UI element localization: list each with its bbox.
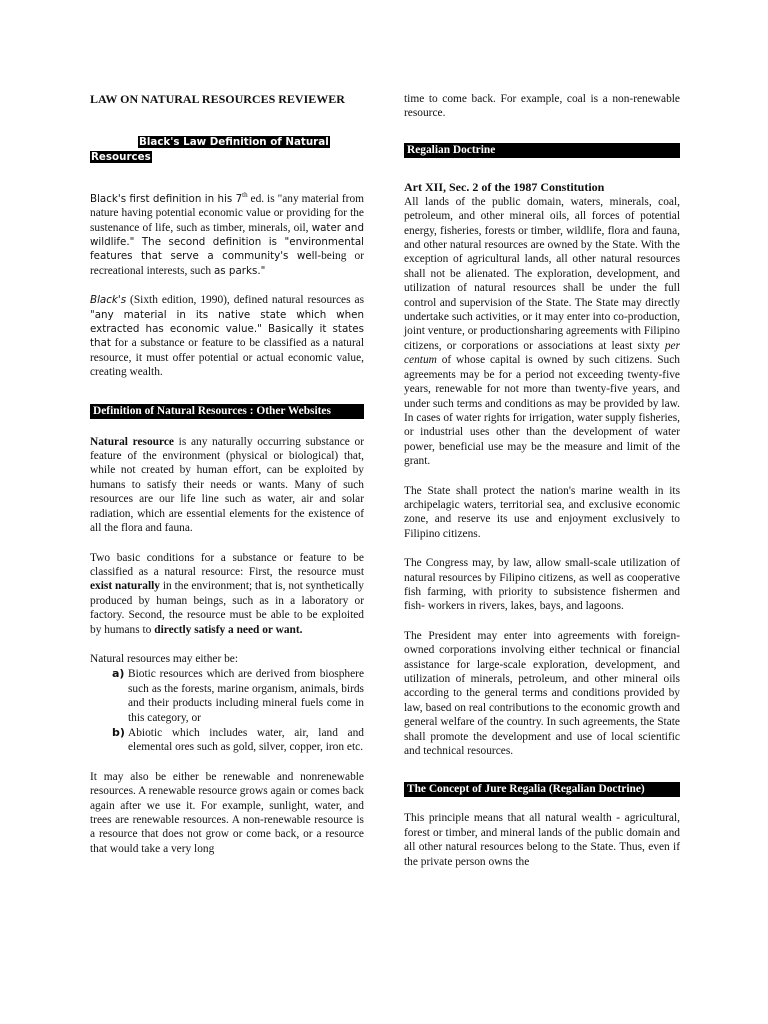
marine-wealth-paragraph: The State shall protect the nation's marine wealth in its archipelagic waters, territorial sea, and exclusive economic zone, and reserve its use and enjoyment exclusively to Filipino citizens.: [404, 484, 680, 540]
president-paragraph: The President may enter into agreements with foreign-owned corporations involving either technical or financial assistance for large-scale exploration, development, and utilization of minerals, petroleum, and other mineral oils according to the general terms and conditions provided by law, based on real contributions to the economic growth and general welfare of the country. In such agreements, the State shall promote the development and use of local scientific and technical resources.: [404, 629, 680, 758]
left-column: [90, 92, 364, 856]
resource-type-list: [90, 667, 364, 754]
blacks-heading-line2: Resources: [91, 151, 151, 163]
right-column: [404, 92, 680, 869]
natural-resource-definition: Natural resource is any naturally occurring substance or feature of the environment (physical or biological) that, while not created by human effort, can be exploited by humans to satisfy their needs or wants. Many of such resources are our life line such as water, air and solar radiation, which are essential elements for the existence of all the flora and fauna.: [90, 435, 364, 535]
document-title: LAW ON NATURAL RESOURCES REVIEWER: [90, 92, 345, 106]
basic-conditions: Two basic conditions for a substance or feature to be classified as a natural resource: First, the resource must exist naturally in the environment; that is, not synthetically produced by human beings, such as in a laboratory or factory. Second, the resource must be able to be exploited by humans to directly satisfy a need or want.: [90, 551, 364, 636]
continued-paragraph: time to come back. For example, coal is a non-renewable resource.: [404, 93, 680, 120]
list-item: b) Abiotic which includes water, air, land and elemental ores such as gold, silver, copper, iron etc.: [112, 725, 364, 754]
article-heading: Art XII, Sec. 2 of the 1987 Constitution: [404, 179, 605, 194]
blacks-heading-line1: Black's Law Definition of Natural: [139, 136, 329, 148]
renewable-paragraph: It may also be either be renewable and nonrenewable resources. A renewable resource grows again or comes back again after we use it. For example, sunlight, water, and trees are renewable resources. A non-renewable resource is a resource that does not grow or come back, or a resource that would take a very long: [90, 770, 364, 855]
regalian-heading: Regalian Doctrine: [404, 143, 680, 158]
blacks-sixth-edition: Black's (Sixth edition, 1990), defined natural resources as "any material in its native state which when extracted has economic value." Basically it states that for a substance or feature to be classified as a natural resource, it must offer potential or actual economic value, creating wealth.: [90, 294, 364, 379]
congress-paragraph: The Congress may, by law, allow small-scale utilization of natural resources by Filipino citizens, as well as cooperative fish farming, with priority to subsistence fishermen and fish- workers in rivers, lakes, bays, and lagoons.: [404, 557, 680, 613]
jure-regalia-paragraph: This principle means that all natural wealth - agricultural, forest or timber, and mineral lands of the public domain and all other natural resources belong to the State. Thus, even if the private person owns the: [404, 812, 680, 868]
article-text: All lands of the public domain, waters, minerals, coal, petroleum, and other mineral oils, all forces of potential energy, fisheries, forests or timber, wildlife, flora and fauna, and other natural resources are owned by the State. With the exception of agricultural lands, all other natural resources shall not be alienated. The exploration, development, and utilization of natural resources shall be under the full control and supervision of the State. The State may directly undertake such activities, or it may enter into co-production, joint venture, or productionsharing agreements with Filipino citizens, or corporations or associations at least sixty per centum of whose capital is owned by such citizens. Such agreements may be for a period not exceeding twenty-five years, renewable for not more than twenty-five years, and under such terms and conditions as may be provided by law. In cases of water rights for irrigation, water supply fisheries, or industrial uses other than the development of water power, beneficial use may be the measure and limit of the grant.: [404, 195, 680, 468]
blacks-first-definition: Black's first definition in his 7th ed. is "any material from nature having potential economic value or providing for the sustenance of life, such as timber, minerals, oil, water and wildlife." The second definition is "environmental features that serve a community's well-being or recreational interests, such as parks.": [90, 191, 364, 277]
blacks-heading: [90, 135, 364, 165]
list-item: a) Biotic resources which are derived from biosphere such as the forests, marine organism, animals, birds and their products including mineral fuels come in this category, or: [112, 667, 364, 724]
websites-heading: Definition of Natural Resources : Other Websites: [90, 404, 364, 419]
jure-regalia-heading: The Concept of Jure Regalia (Regalian Doctrine): [404, 782, 680, 797]
resource-types-intro: Natural resources may either be:: [90, 652, 239, 665]
